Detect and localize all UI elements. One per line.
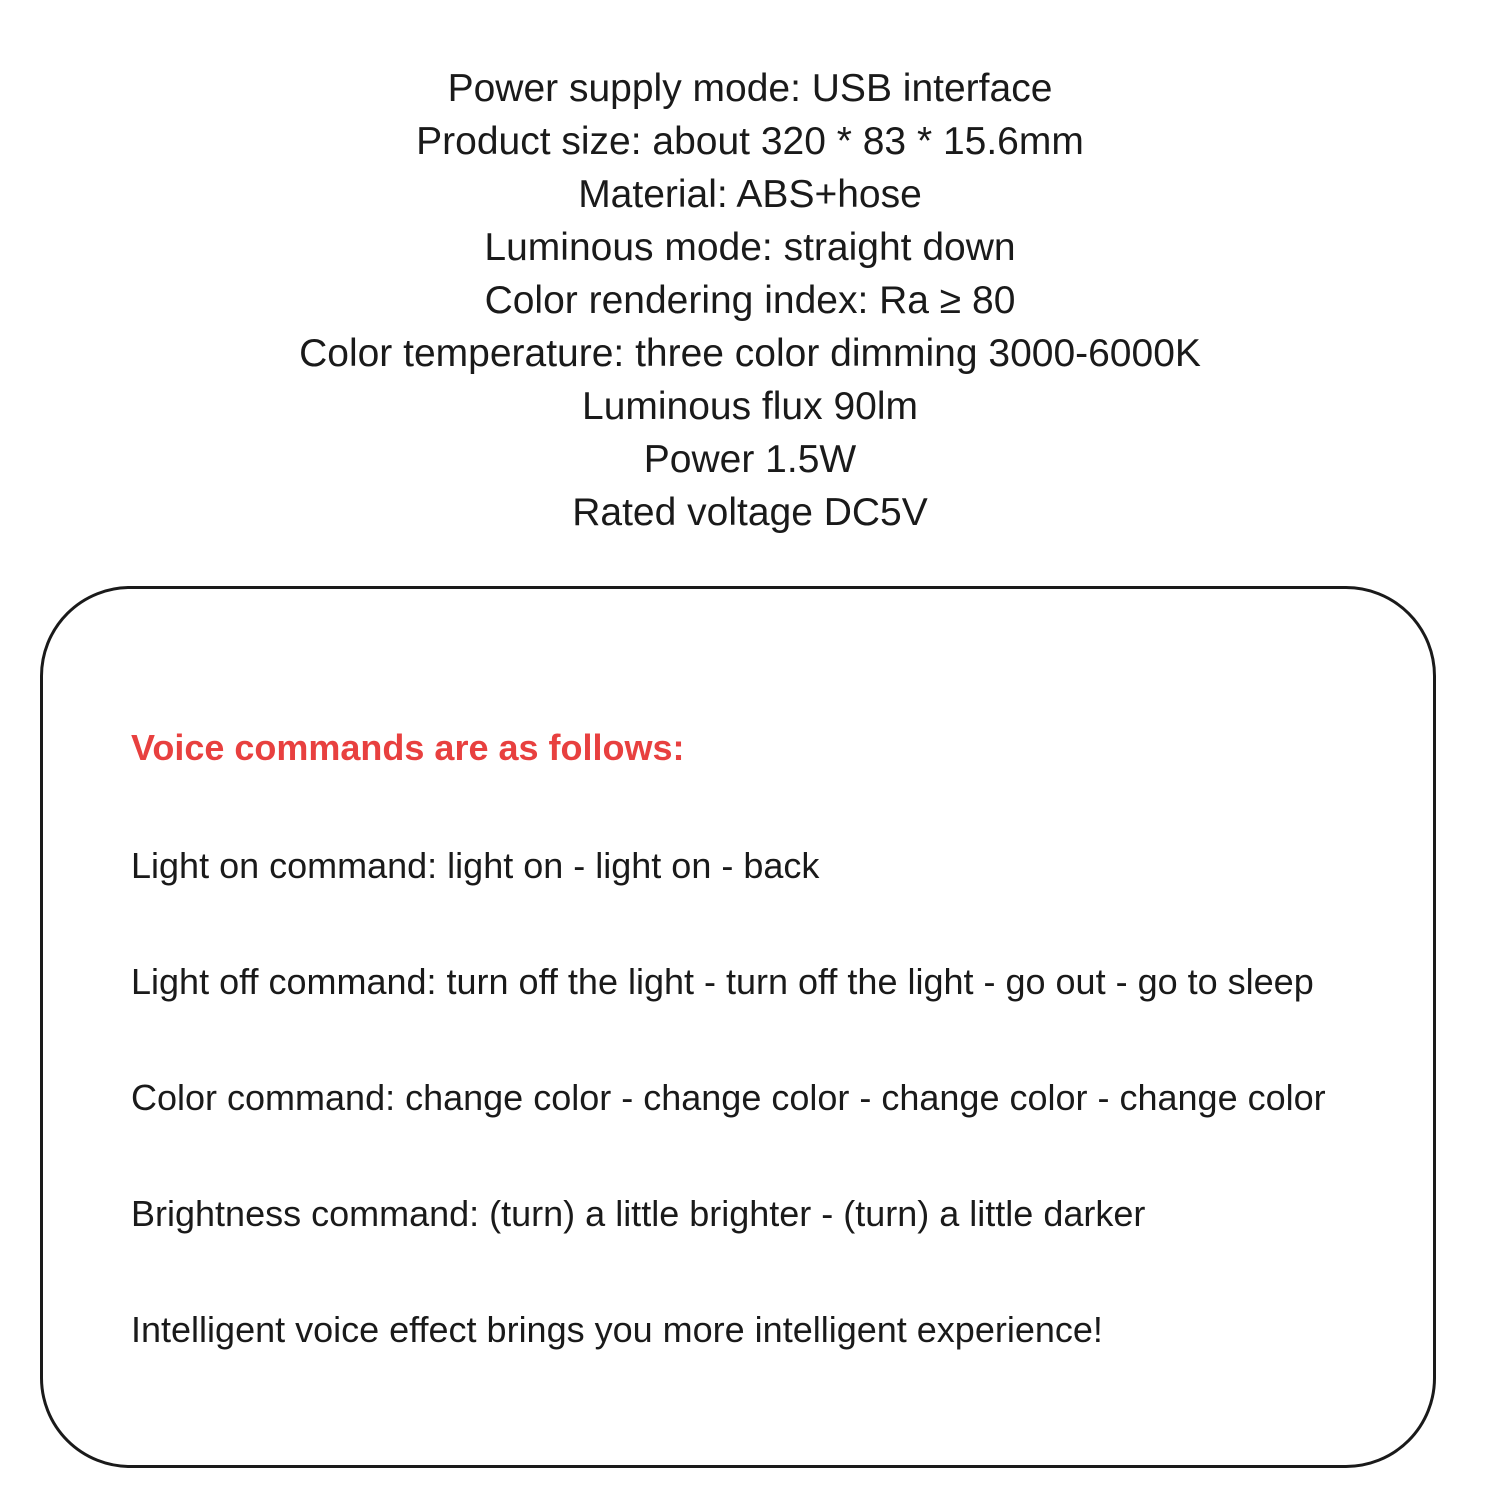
spec-power: Power 1.5W [643,438,857,481]
voice-commands-panel [40,586,1436,1468]
color-command: Color command: change color - change color - change color - change color [131,1077,1326,1118]
spec-luminous-mode: Luminous mode: straight down [484,226,1016,269]
spec-rated-voltage: Rated voltage DC5V [572,491,928,534]
spec-color-temperature: Color temperature: three color dimming 3000-6000K [299,332,1201,375]
light-off-command: Light off command: turn off the light - turn off the light - go out - go to sleep [131,961,1314,1002]
spec-luminous-flux: Luminous flux 90lm [582,385,918,428]
spec-product-size: Product size: about 320 * 83 * 15.6mm [416,120,1084,163]
spec-list [0,62,1500,539]
voice-commands-title: Voice commands are as follows: [131,727,685,768]
closing-statement: Intelligent voice effect brings you more intelligent experience! [131,1309,1103,1350]
spec-color-rendering-index: Color rendering index: Ra ≥ 80 [484,279,1016,322]
light-on-command: Light on command: light on - light on - back [131,845,820,886]
brightness-command: Brightness command: (turn) a little brighter - (turn) a little darker [131,1193,1146,1234]
spec-power-supply-mode: Power supply mode: USB interface [447,67,1053,110]
spec-material: Material: ABS+hose [578,173,922,216]
